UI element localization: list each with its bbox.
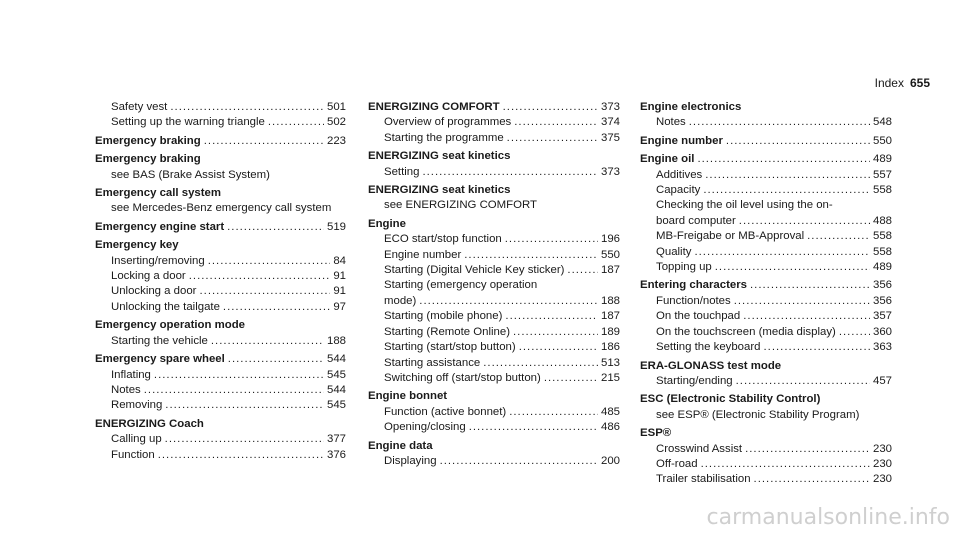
dot-leader	[170, 100, 324, 115]
index-subentry	[640, 309, 892, 324]
entry-text: Engine	[368, 217, 406, 230]
dot-leader	[519, 340, 598, 355]
index-subentry	[368, 454, 620, 469]
entry-text: ENERGIZING seat kinetics	[368, 150, 511, 163]
page-ref[interactable]: 357	[872, 310, 892, 323]
index-subentry	[640, 374, 892, 389]
page-ref[interactable]: 486	[600, 421, 620, 434]
page-ref[interactable]: 363	[872, 341, 892, 354]
index-heading	[95, 352, 346, 367]
entry-text: Starting the programme	[384, 131, 504, 144]
entry-text: ENERGIZING seat kinetics	[368, 184, 511, 197]
dot-leader	[750, 278, 870, 293]
entry-text: see Mercedes-Benz emergency call system	[111, 202, 332, 215]
index-heading	[640, 278, 892, 293]
entry-text: Overview of programmes	[384, 116, 512, 129]
entry-text: Locking a door	[111, 270, 186, 283]
index-heading	[95, 220, 346, 235]
entry-text: Notes	[656, 116, 686, 129]
dot-leader	[228, 352, 324, 367]
entry-text: Function (active bonnet)	[384, 405, 507, 418]
entry-text: Emergency braking	[95, 134, 201, 147]
entry-text: Emergency key	[95, 239, 179, 252]
page-ref[interactable]: 230	[872, 442, 892, 455]
index-subentry	[95, 383, 346, 398]
index-subentry	[640, 168, 892, 183]
entry-text: Starting (emergency operation	[384, 279, 538, 292]
entry-text: Engine data	[368, 439, 433, 452]
index-heading	[640, 134, 892, 149]
entry-text: Unlocking the tailgate	[111, 300, 220, 313]
entry-text: Engine electronics	[640, 101, 742, 113]
dot-leader	[189, 269, 331, 284]
index-subentry	[640, 183, 892, 198]
index-heading	[640, 359, 892, 374]
index-subentry	[368, 371, 620, 386]
dot-leader	[505, 309, 598, 324]
dot-leader	[503, 100, 598, 115]
dot-leader	[505, 232, 598, 247]
index-subentry	[368, 115, 620, 130]
dot-leader	[154, 368, 324, 383]
entry-text: Quality	[656, 245, 692, 258]
dot-leader	[544, 371, 598, 386]
entry-text: ESC (Electronic Stability Control)	[640, 393, 821, 406]
entry-text: Starting (Remote Online)	[384, 325, 510, 338]
entry-text: Starting (start/stop button)	[384, 341, 516, 354]
entry-text: Capacity	[656, 184, 701, 197]
page-ref[interactable]: 488	[872, 214, 892, 227]
page-ref[interactable]: 187	[600, 264, 620, 277]
page-ref[interactable]: 544	[326, 383, 346, 396]
index-subentry	[368, 405, 620, 420]
dot-leader	[715, 260, 870, 275]
entry-text: Starting assistance	[384, 356, 481, 369]
index-subentry	[95, 432, 346, 447]
entry-text: Switching off (start/stop button)	[384, 371, 541, 384]
page-ref[interactable]: 187	[600, 310, 620, 323]
page-ref[interactable]: 519	[326, 220, 346, 233]
index-subentry	[640, 472, 892, 487]
page-ref[interactable]: 377	[326, 433, 346, 446]
index-subentry	[95, 115, 346, 130]
index-label: Index	[874, 76, 904, 90]
entry-text: Crosswind Assist	[656, 442, 743, 455]
index-heading	[640, 426, 892, 441]
entry-text: Function/notes	[656, 294, 731, 307]
dot-leader	[223, 300, 330, 315]
page-ref[interactable]: 489	[872, 153, 892, 166]
entry-text: Engine oil	[640, 153, 695, 166]
index-subentry	[640, 325, 892, 340]
index-heading	[95, 152, 346, 167]
index-subentry	[368, 356, 620, 371]
page-ref[interactable]: 376	[326, 448, 346, 461]
entry-text: ENERGIZING Coach	[95, 417, 204, 430]
page-ref[interactable]: 558	[872, 245, 892, 258]
index-heading	[368, 149, 620, 164]
index-subentry	[368, 309, 620, 324]
entry-text: Engine number	[640, 134, 723, 147]
index-heading	[640, 100, 892, 115]
entry-text: Displaying	[384, 454, 437, 467]
dot-leader	[764, 340, 870, 355]
dot-leader	[513, 325, 598, 340]
dot-leader	[689, 115, 870, 130]
page-ref[interactable]: 196	[600, 233, 620, 246]
index-subentry	[640, 408, 892, 423]
page-ref[interactable]: 360	[872, 325, 892, 338]
page-ref[interactable]: 97	[333, 300, 346, 313]
dot-leader	[743, 309, 870, 324]
page-ref[interactable]: 513	[600, 356, 620, 369]
page-ref[interactable]: 91	[333, 285, 346, 298]
page-ref[interactable]: 373	[600, 101, 620, 113]
page-ref[interactable]: 91	[333, 270, 346, 283]
dot-leader	[440, 454, 598, 469]
index-subentry	[95, 269, 346, 284]
page-ref[interactable]: 223	[326, 134, 346, 147]
index-subentry	[640, 442, 892, 457]
entry-text: Engine bonnet	[368, 390, 448, 403]
page-ref[interactable]: 502	[326, 116, 346, 129]
entry-text: ECO start/stop function	[384, 233, 502, 246]
entry-text: Calling up	[111, 433, 162, 446]
index-column-3	[640, 100, 892, 488]
index-subentry	[640, 198, 892, 213]
index-heading	[368, 183, 620, 198]
index-subentry	[95, 398, 346, 413]
entry-text: Safety vest	[111, 101, 168, 113]
dot-leader	[701, 457, 870, 472]
page-ref[interactable]: 230	[872, 457, 892, 470]
dot-leader	[694, 245, 870, 260]
page-ref[interactable]: 550	[872, 134, 892, 147]
index-heading	[95, 186, 346, 201]
entry-text: Emergency operation mode	[95, 319, 246, 332]
entry-text: Setting the keyboard	[656, 341, 761, 354]
index-subentry	[95, 100, 346, 115]
page-ref[interactable]: 189	[600, 325, 620, 338]
dot-leader	[469, 420, 598, 435]
page-ref[interactable]: 215	[600, 371, 620, 384]
page-ref[interactable]: 375	[600, 131, 620, 144]
page-ref[interactable]: 188	[600, 294, 620, 307]
page-number: 655	[909, 76, 930, 90]
entry-text: Emergency braking	[95, 153, 201, 166]
page-ref[interactable]: 558	[872, 184, 892, 197]
index-subentry	[368, 263, 620, 278]
page-ref[interactable]: 548	[872, 116, 892, 129]
entry-text: Starting/ending	[656, 374, 733, 387]
index-subentry	[95, 448, 346, 463]
index-subentry	[640, 457, 892, 472]
page-ref[interactable]: 545	[326, 368, 346, 381]
entry-text: Off-road	[656, 457, 698, 470]
index-subentry	[640, 245, 892, 260]
entry-text: MB-Freigabe or MB-Approval	[656, 230, 805, 243]
entry-text: Setting	[384, 165, 420, 178]
page-ref[interactable]: 356	[872, 294, 892, 307]
entry-text: ERA-GLONASS test mode	[640, 359, 782, 372]
index-subentry	[368, 198, 620, 213]
index-subentry	[368, 131, 620, 146]
entry-text: Topping up	[656, 261, 712, 274]
index-subentry	[640, 214, 892, 229]
page-ref[interactable]: 485	[600, 405, 620, 418]
entry-text: see ESP® (Electronic Stability Program)	[656, 408, 860, 421]
page-ref[interactable]: 557	[872, 168, 892, 181]
page-ref[interactable]: 544	[326, 353, 346, 366]
dot-leader	[567, 263, 598, 278]
index-heading	[95, 238, 346, 253]
index-subentry	[368, 278, 620, 293]
index-subentry	[95, 300, 346, 315]
page-ref[interactable]: 489	[872, 261, 892, 274]
index-heading	[640, 152, 892, 167]
index-column-1	[95, 100, 346, 463]
entry-text: Setting up the warning triangle	[111, 116, 265, 129]
dot-leader	[199, 284, 330, 299]
index-heading	[368, 217, 620, 232]
dot-leader	[227, 220, 324, 235]
page-ref[interactable]: 550	[600, 248, 620, 261]
dot-leader	[839, 325, 870, 340]
dot-leader	[509, 405, 598, 420]
entry-text: Emergency call system	[95, 187, 222, 200]
dot-leader	[422, 165, 598, 180]
page-ref[interactable]: 501	[326, 101, 346, 113]
index-subentry	[95, 284, 346, 299]
index-heading	[368, 439, 620, 454]
index-subentry	[368, 165, 620, 180]
dot-leader	[736, 374, 870, 389]
entry-text: see BAS (Brake Assist System)	[111, 168, 270, 181]
page-ref[interactable]: 200	[600, 454, 620, 467]
dot-leader	[211, 334, 324, 349]
index-heading	[368, 389, 620, 404]
entry-text: ESP®	[640, 427, 672, 440]
dot-leader	[419, 294, 598, 309]
dot-leader	[726, 134, 870, 149]
dot-leader	[514, 115, 598, 130]
index-heading	[640, 392, 892, 407]
dot-leader	[165, 432, 324, 447]
index-subentry	[95, 368, 346, 383]
entry-text: Starting (Digital Vehicle Key sticker)	[384, 264, 565, 277]
dot-leader	[507, 131, 598, 146]
entry-text: Trailer stabilisation	[656, 473, 751, 486]
entry-text: Additives	[656, 168, 703, 181]
index-subentry	[95, 254, 346, 269]
entry-text: Starting (mobile phone)	[384, 310, 503, 323]
entry-text: Unlocking a door	[111, 285, 197, 298]
entry-text: On the touchscreen (media display)	[656, 325, 836, 338]
entry-text: Inflating	[111, 368, 151, 381]
index-subentry	[640, 260, 892, 275]
watermark: carmanualsonline.info	[706, 504, 950, 530]
entry-text: see ENERGIZING COMFORT	[384, 199, 537, 212]
index-subentry	[640, 229, 892, 244]
entry-text: Notes	[111, 383, 141, 396]
index-subentry	[368, 325, 620, 340]
entry-text: Function	[111, 448, 155, 461]
index-subentry	[640, 115, 892, 130]
dot-leader	[464, 248, 598, 263]
index-subentry	[640, 340, 892, 355]
dot-leader	[754, 472, 870, 487]
page-ref[interactable]: 457	[872, 374, 892, 387]
dot-leader	[158, 448, 324, 463]
entry-text: Checking the oil level using the on-	[656, 199, 833, 212]
entry-text: Entering characters	[640, 279, 747, 292]
index-heading	[95, 134, 346, 149]
index-heading	[95, 417, 346, 432]
entry-text: Engine number	[384, 248, 462, 261]
dot-leader	[745, 442, 870, 457]
entry-text: Inserting/removing	[111, 254, 205, 267]
entry-text: Emergency engine start	[95, 220, 225, 233]
entry-text: ENERGIZING COMFORT	[368, 101, 500, 113]
index-column-2	[368, 100, 620, 469]
index-subentry	[368, 420, 620, 435]
index-heading	[368, 100, 620, 115]
page-ref[interactable]: 230	[872, 473, 892, 486]
page-header	[875, 76, 930, 91]
index-heading	[95, 318, 346, 333]
dot-leader	[703, 183, 870, 198]
index-subentry	[95, 334, 346, 349]
page-ref[interactable]: 374	[600, 116, 620, 129]
index-subentry	[368, 248, 620, 263]
entry-text: mode)	[384, 294, 417, 307]
page-ref[interactable]: 188	[326, 334, 346, 347]
entry-text: Removing	[111, 399, 163, 412]
entry-text: Starting the vehicle	[111, 334, 208, 347]
dot-leader	[734, 294, 870, 309]
dot-leader	[739, 214, 870, 229]
entry-text: board computer	[656, 214, 736, 227]
page-ref[interactable]: 558	[872, 230, 892, 243]
dot-leader	[807, 229, 870, 244]
index-subentry	[368, 340, 620, 355]
dot-leader	[208, 254, 331, 269]
page-ref[interactable]: 356	[872, 279, 892, 292]
entry-text: Emergency spare wheel	[95, 353, 225, 366]
page-ref[interactable]: 373	[600, 165, 620, 178]
index-subentry	[640, 294, 892, 309]
index-subentry	[95, 201, 346, 216]
index-subentry	[368, 294, 620, 309]
page-ref[interactable]: 84	[333, 254, 346, 267]
dot-leader	[268, 115, 324, 130]
index-subentry	[95, 168, 346, 183]
entry-text: On the touchpad	[656, 310, 741, 323]
dot-leader	[705, 168, 870, 183]
page-ref[interactable]: 186	[600, 341, 620, 354]
dot-leader	[165, 398, 324, 413]
dot-leader	[697, 152, 870, 167]
page-ref[interactable]: 545	[326, 399, 346, 412]
index-subentry	[368, 232, 620, 247]
entry-text: Opening/closing	[384, 421, 466, 434]
dot-leader	[204, 134, 324, 149]
dot-leader	[144, 383, 324, 398]
dot-leader	[483, 356, 598, 371]
